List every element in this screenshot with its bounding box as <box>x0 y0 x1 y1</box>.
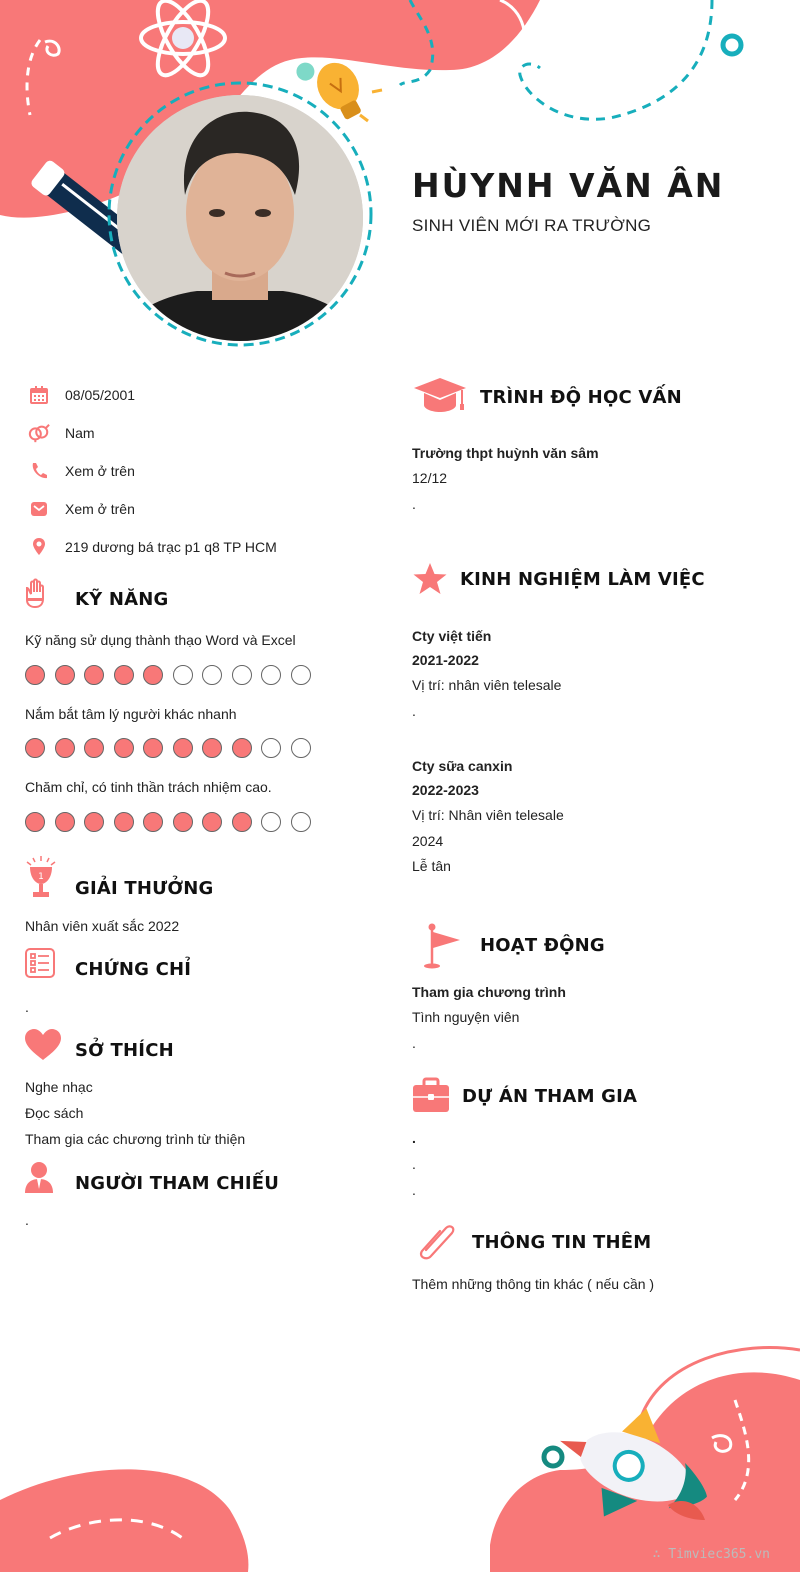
hobby-item: Đọc sách <box>25 1105 84 1121</box>
rating-dot-empty <box>261 665 281 685</box>
gender-text: Nam <box>65 425 95 441</box>
candidate-name: HÙYNH VĂN ÂN <box>412 166 725 205</box>
rating-dot-empty <box>202 665 222 685</box>
rating-dot-filled <box>114 738 134 758</box>
gender-icon <box>28 422 50 444</box>
skill-3-rating <box>25 812 311 832</box>
education-note: . <box>412 496 416 512</box>
activity-name: Tham gia chương trình <box>412 984 566 1000</box>
birthdate-text: 08/05/2001 <box>65 387 136 403</box>
contact-address <box>28 536 277 558</box>
rating-dot-filled <box>232 812 252 832</box>
briefcase-icon <box>412 1077 450 1113</box>
rating-dot-filled <box>143 665 163 685</box>
project-line: . <box>412 1130 416 1146</box>
contact-birthdate <box>28 384 135 406</box>
rating-dot-filled <box>114 812 134 832</box>
phone-text: Xem ở trên <box>65 463 135 479</box>
rating-dot-filled <box>173 812 193 832</box>
hand-icon <box>24 578 46 608</box>
rating-dot-empty <box>291 812 311 832</box>
experience-title: KINH NGHIỆM LÀM VIỆC <box>460 569 705 590</box>
rating-dot-filled <box>25 665 45 685</box>
trophy-icon <box>24 856 58 900</box>
rating-dot-filled <box>143 738 163 758</box>
rating-dot-empty <box>173 665 193 685</box>
svg-text:1: 1 <box>38 872 44 882</box>
activity-note: . <box>412 1035 416 1051</box>
job-2-line: Lễ tân <box>412 858 451 874</box>
hobby-item: Tham gia các chương trình từ thiện <box>25 1131 246 1147</box>
watermark: ∴ Timviec365.vn <box>652 1547 770 1562</box>
job-2-company: Cty sữa canxin <box>412 758 513 774</box>
candidate-role: SINH VIÊN MỚI RA TRƯỜNG <box>412 216 652 235</box>
skill-1-rating <box>25 665 311 685</box>
job-1-line: . <box>412 703 416 719</box>
phone-icon <box>28 460 50 482</box>
rating-dot-filled <box>55 812 75 832</box>
contact-email <box>28 498 135 520</box>
rating-dot-empty <box>261 812 281 832</box>
award-text: Nhân viên xuất sắc 2022 <box>25 918 180 934</box>
skill-2-rating <box>25 738 311 758</box>
profile-photo <box>117 95 363 341</box>
job-2-line: Vị trí: Nhân viên telesale <box>412 807 564 823</box>
contact-phone <box>28 460 135 482</box>
location-icon <box>28 536 50 558</box>
project-line: . <box>412 1182 416 1198</box>
heart-icon <box>24 1028 62 1062</box>
rating-dot-filled <box>202 812 222 832</box>
calendar-icon <box>28 384 50 406</box>
rating-dot-filled <box>25 738 45 758</box>
person-icon <box>24 1161 54 1193</box>
job-1-line: Vị trí: nhân viên telesale <box>412 677 562 693</box>
skills-title: KỸ NĂNG <box>75 589 169 610</box>
references-text: . <box>25 1212 29 1228</box>
checklist-icon <box>24 947 56 979</box>
job-1-company: Cty việt tiến <box>412 628 492 644</box>
rating-dot-filled <box>232 738 252 758</box>
skill-3-name: Chăm chỉ, có tinh thần trách nhiệm cao. <box>25 779 272 795</box>
email-icon <box>28 498 50 520</box>
awards-title: GIẢI THƯỞNG <box>75 878 214 899</box>
certificates-title: CHỨNG CHỈ <box>75 959 192 980</box>
extra-title: THÔNG TIN THÊM <box>472 1232 652 1253</box>
contact-gender <box>28 422 95 444</box>
flag-icon <box>418 922 462 970</box>
rating-dot-filled <box>84 812 104 832</box>
rating-dot-empty <box>291 665 311 685</box>
rating-dot-filled <box>84 738 104 758</box>
address-text: 219 dương bá trạc p1 q8 TP HCM <box>65 539 277 555</box>
job-1-period: 2021-2022 <box>412 652 479 668</box>
skill-1-name: Kỹ năng sử dụng thành thạo Word và Excel <box>25 632 296 648</box>
skill-2-name: Nắm bắt tâm lý người khác nhanh <box>25 706 237 722</box>
rating-dot-filled <box>173 738 193 758</box>
references-title: NGƯỜI THAM CHIẾU <box>75 1173 280 1194</box>
star-icon <box>412 562 448 596</box>
projects-title: DỰ ÁN THAM GIA <box>462 1086 638 1107</box>
hobby-item: Nghe nhạc <box>25 1079 93 1095</box>
graduation-cap-icon <box>412 378 468 414</box>
rating-dot-filled <box>55 665 75 685</box>
education-title: TRÌNH ĐỘ HỌC VẤN <box>480 387 682 408</box>
education-grade: 12/12 <box>412 470 448 486</box>
rating-dot-filled <box>55 738 75 758</box>
rating-dot-filled <box>143 812 163 832</box>
education-school: Trường thpt huỳnh văn sâm <box>412 445 599 461</box>
rating-dot-filled <box>84 665 104 685</box>
rating-dot-filled <box>25 812 45 832</box>
hobbies-title: SỞ THÍCH <box>75 1040 174 1061</box>
paperclip-icon <box>414 1220 458 1262</box>
rating-dot-filled <box>114 665 134 685</box>
email-text: Xem ở trên <box>65 501 135 517</box>
project-line: . <box>412 1156 416 1172</box>
rating-dot-empty <box>261 738 281 758</box>
activity-desc: Tình nguyện viên <box>412 1009 520 1025</box>
activities-title: HOẠT ĐỘNG <box>480 935 605 956</box>
job-2-line: 2024 <box>412 833 444 849</box>
rating-dot-empty <box>291 738 311 758</box>
rating-dot-filled <box>202 738 222 758</box>
job-2-period: 2022-2023 <box>412 782 479 798</box>
rating-dot-empty <box>232 665 252 685</box>
extra-text: Thêm những thông tin khác ( nếu cần ) <box>412 1276 655 1292</box>
certificates-text: . <box>25 999 29 1015</box>
